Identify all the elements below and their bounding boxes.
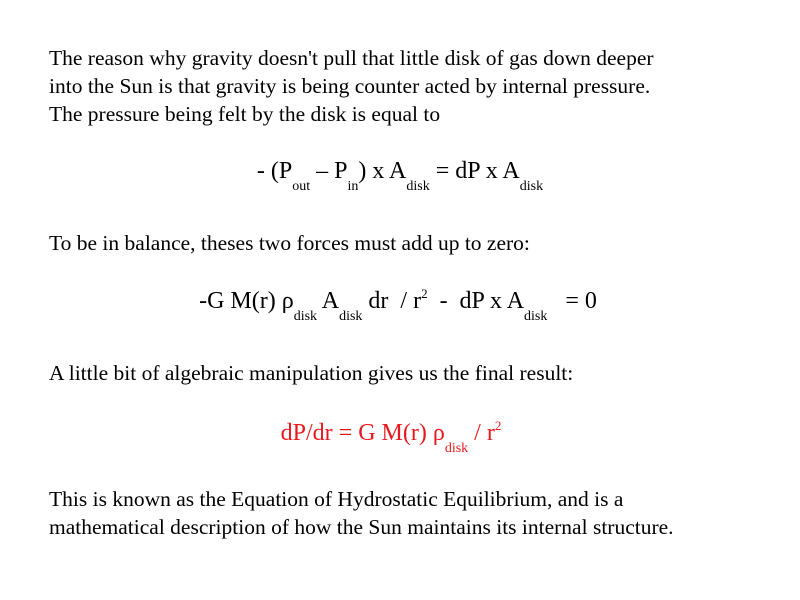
intro-paragraph [49,44,769,128]
pressure-eq-sub-disk-1: disk [406,179,430,194]
intro-line-2: into the Sun is that gravity is being counter acted by internal pressure. [49,74,651,98]
conclusion-line-1: This is known as the Equation of Hydrostatic Equilibrium, and is a [49,487,624,511]
result-eq-sup-2: 2 [494,418,502,433]
result-eq-part-a: dP/dr = G M(r) ρ [280,420,445,446]
balance-eq-part-c: dr / r [362,288,422,314]
pressure-eq-part-a: - (P [256,158,293,184]
balance-eq-part-a: -G M(r) ρ [199,288,294,314]
pressure-eq-part-c: ) x A [358,158,407,184]
balance-paragraph [49,229,769,257]
intro-line-1: The reason why gravity doesn't pull that little disk of gas down deeper [49,46,654,70]
conclusion-paragraph [49,485,769,541]
pressure-equation [0,156,800,194]
balance-eq-part-b: A [317,288,340,314]
pressure-eq-sub-disk-2: disk [519,179,544,194]
pressure-eq-part-b: – P [310,158,348,184]
balance-eq-sub-disk-2: disk [339,309,363,324]
balance-line: To be in balance, theses two forces must add up to zero: [49,231,530,255]
balance-eq-sup-2: 2 [421,286,428,301]
hydrostatic-equation [0,418,791,456]
balance-eq-part-e: = 0 [547,288,597,314]
pressure-eq-sub-in: in [347,179,359,194]
balance-eq-sub-disk-1: disk [293,309,318,324]
balance-eq-sub-disk-3: disk [524,309,548,324]
conclusion-line-2: mathematical description of how the Sun maintains its internal structure. [49,515,674,539]
manipulation-line: A little bit of algebraic manipulation gives us the final result: [49,361,574,385]
balance-eq-part-d: - dP x A [427,288,525,314]
result-eq-sub-disk: disk [444,441,469,456]
manipulation-paragraph [49,359,769,387]
balance-equation [0,286,798,324]
intro-line-3: The pressure being felt by the disk is equal to [49,102,441,126]
result-eq-part-b: / r [468,420,495,446]
pressure-eq-sub-out: out [292,179,311,194]
pressure-eq-part-d: = dP x A [429,158,520,184]
